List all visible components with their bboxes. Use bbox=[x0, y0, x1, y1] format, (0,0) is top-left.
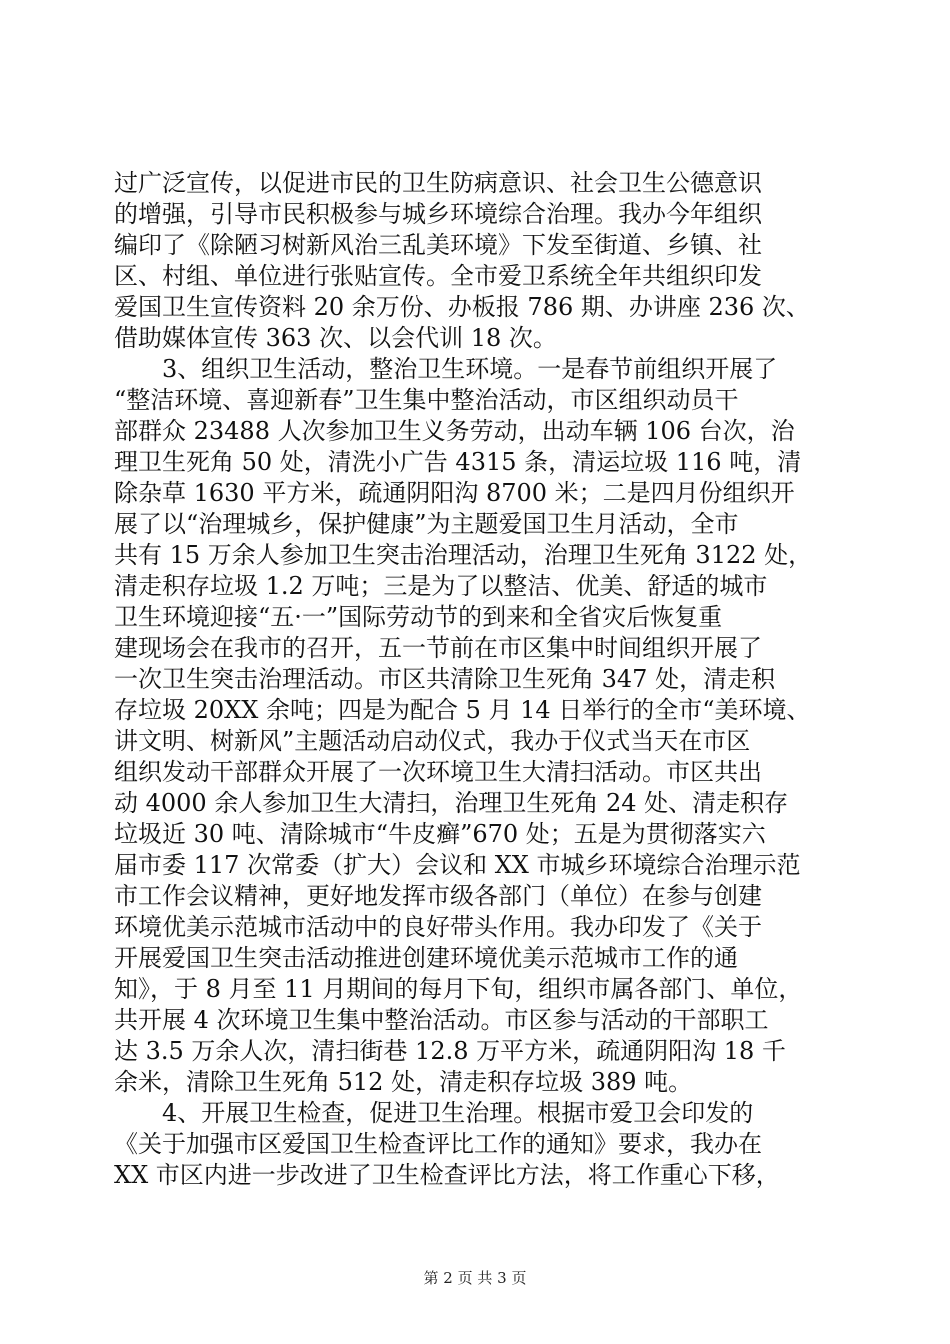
text-line: 编印了《除陋习树新风治三乱美环境》下发至街道、乡镇、社 bbox=[114, 231, 762, 259]
text-line: 展了以“治理城乡，保护健康”为主题爱国卫生月活动，全市 bbox=[114, 510, 739, 538]
text-line: 垃圾近 30 吨、清除城市“牛皮癣”670 处；五是为贯彻落实六 bbox=[114, 820, 766, 848]
text-line: 一次卫生突击治理活动。市区共清除卫生死角 347 处，清走积 bbox=[114, 665, 776, 693]
text-line: 过广泛宣传，以促进市民的卫生防病意识、社会卫生公德意识 bbox=[114, 169, 762, 197]
text-line: 除杂草 1630 平方米，疏通阴阳沟 8700 米；二是四月份组织开 bbox=[114, 479, 795, 507]
text-line: 余米，清除卫生死角 512 处，清走积存垃圾 389 吨。 bbox=[114, 1068, 693, 1096]
text-line: 知》，于 8 月至 11 月期间的每月下旬，组织市属各部门、单位， bbox=[114, 975, 803, 1003]
text-line: 区、村组、单位进行张贴宣传。全市爱卫系统全年共组织印发 bbox=[114, 262, 762, 290]
body-text bbox=[114, 168, 854, 1191]
text-line: 3、组织卫生活动，整治卫生环境。一是春节前组织开展了 bbox=[114, 355, 778, 383]
text-line: 4、开展卫生检查，促进卫生治理。根据市爱卫会印发的 bbox=[114, 1099, 754, 1127]
text-line: 清走积存垃圾 1.2 万吨；三是为了以整洁、优美、舒适的城市 bbox=[114, 572, 768, 600]
text-line: XX 市区内进一步改进了卫生检查评比方法，将工作重心下移， bbox=[114, 1161, 780, 1189]
text-line: 共有 15 万余人参加卫生突击治理活动，治理卫生死角 3122 处， bbox=[114, 541, 813, 569]
text-line: 讲文明、树新风”主题活动启动仪式，我办于仪式当天在市区 bbox=[114, 727, 751, 755]
text-line: 建现场会在我市的召开，五一节前在市区集中时间组织开展了 bbox=[114, 634, 762, 662]
text-line: 开展爱国卫生突击活动推进创建环境优美示范城市工作的通 bbox=[114, 944, 738, 972]
text-line: 达 3.5 万余人次，清扫街巷 12.8 万平方米，疏通阴阳沟 18 千 bbox=[114, 1037, 786, 1065]
text-line: 《关于加强市区爱国卫生检查评比工作的通知》要求，我办在 bbox=[114, 1130, 762, 1158]
page-footer: 第 2 页 共 3 页 bbox=[423, 1269, 527, 1287]
text-line: 理卫生死角 50 处，清洗小广告 4315 条，清运垃圾 116 吨，清 bbox=[114, 448, 802, 476]
text-line: 部群众 23488 人次参加卫生义务劳动，出动车辆 106 台次，治 bbox=[114, 417, 795, 445]
text-line: “整洁环境、喜迎新春”卫生集中整治活动，市区组织动员干 bbox=[114, 386, 739, 414]
text-line: 卫生环境迎接“五·一”国际劳动节的到来和全省灾后恢复重 bbox=[114, 603, 723, 631]
text-line: 的增强，引导市民积极参与城乡环境综合治理。我办今年组织 bbox=[114, 200, 762, 228]
text-line: 届市委 117 次常委（扩大）会议和 XX 市城乡环境综合治理示范 bbox=[114, 851, 801, 879]
text-line: 借助媒体宣传 363 次、以会代训 18 次。 bbox=[114, 324, 557, 352]
text-line: 动 4000 余人参加卫生大清扫，治理卫生死角 24 处、清走积存 bbox=[114, 789, 789, 817]
text-line: 市工作会议精神，更好地发挥市级各部门（单位）在参与创建 bbox=[114, 882, 762, 910]
text-line: 组织发动干部群众开展了一次环境卫生大清扫活动。市区共出 bbox=[114, 758, 762, 786]
text-line: 环境优美示范城市活动中的良好带头作用。我办印发了《关于 bbox=[114, 913, 762, 941]
text-line: 存垃圾 20XX 余吨；四是为配合 5 月 14 日举行的全市“美环境、 bbox=[114, 696, 811, 724]
text-line: 共开展 4 次环境卫生集中整治活动。市区参与活动的干部职工 bbox=[114, 1006, 769, 1034]
text-line: 爱国卫生宣传资料 20 余万份、办板报 786 期、办讲座 236 次、 bbox=[114, 293, 810, 321]
